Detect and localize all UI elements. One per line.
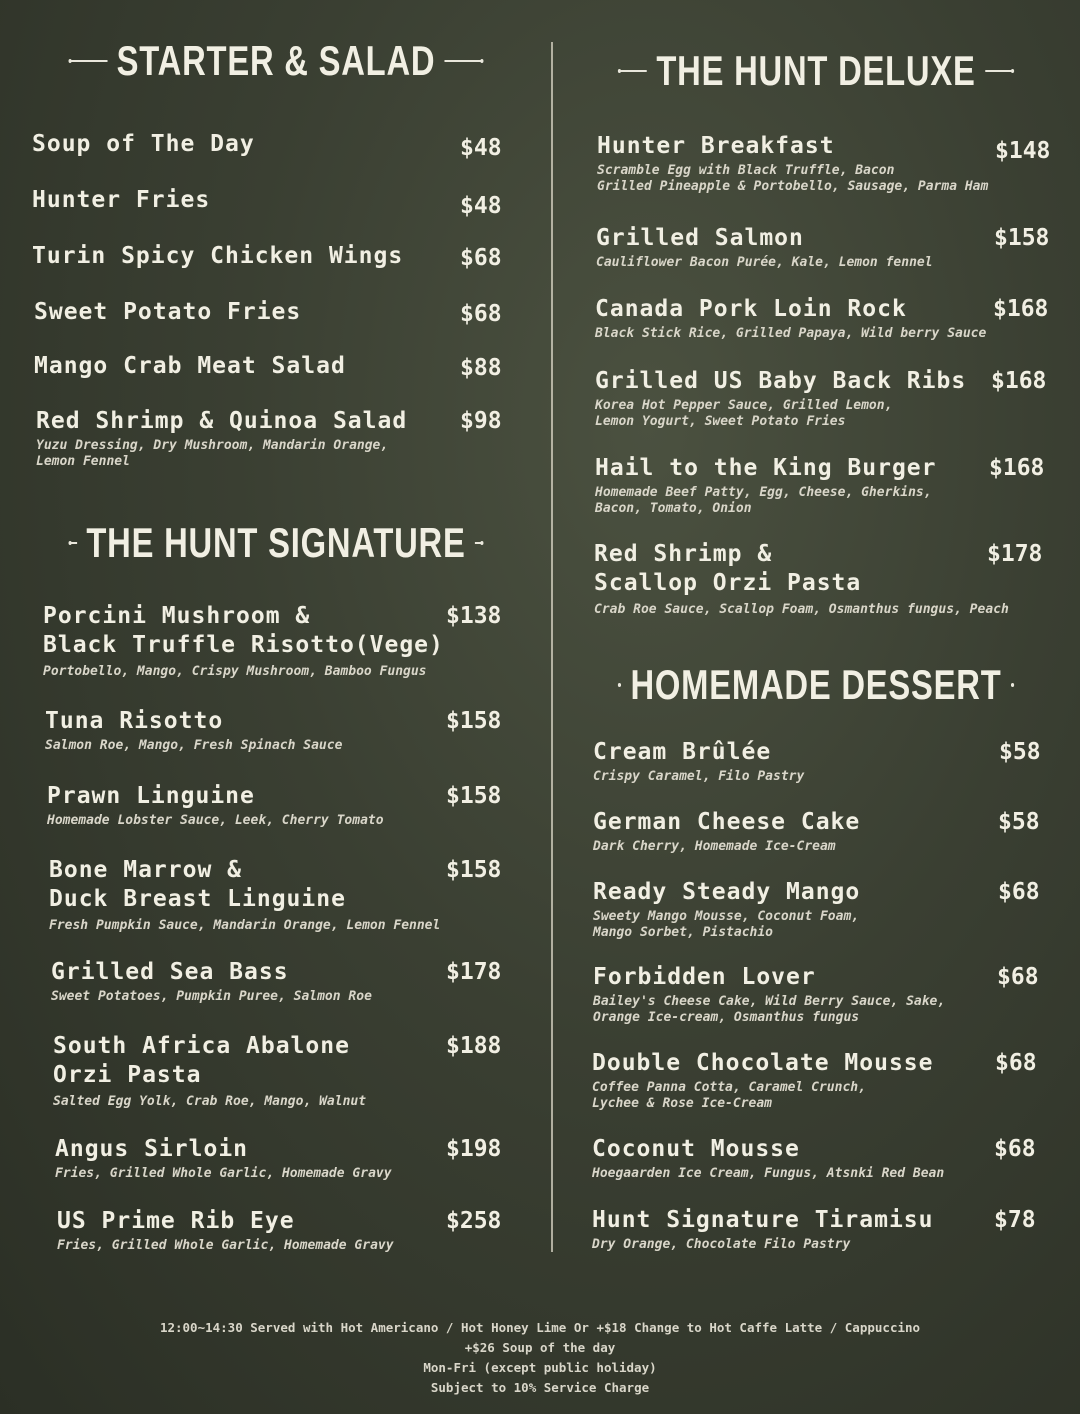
item-description: Hoegaarden Ice Cream, Fungus, Atsnki Red Bean [592, 1166, 945, 1181]
heading-rule-right [1011, 684, 1013, 686]
item-name: Grilled US Baby Back Ribs [595, 368, 967, 394]
item-price: $188 [446, 1033, 502, 1059]
item-name: Hunt Signature Tiramisu [592, 1207, 934, 1233]
item-name: Ready Steady Mango [593, 879, 861, 905]
heading-text: STARTER & SALAD [116, 37, 436, 84]
item-name: Forbidden Lover [593, 964, 816, 990]
item-price: $48 [460, 135, 502, 161]
menu-item-forbidden-lover [593, 963, 1063, 1026]
item-price: $48 [460, 193, 502, 219]
item-price: $158 [446, 857, 502, 883]
menu-item-red-shrimp-scallop-orzi [594, 540, 1064, 618]
item-name: South Africa Abalone [53, 1033, 350, 1059]
heading-rule-left [619, 70, 647, 72]
item-price: $178 [987, 541, 1043, 567]
menu-item-red-shrimp-quinoa-salad [36, 407, 516, 470]
menu-item-coconut-mousse [592, 1135, 1062, 1182]
item-name: Sweet Potato Fries [34, 299, 302, 325]
item-description: Fries, Grilled Whole Garlic, Homemade Gravy [57, 1238, 394, 1253]
item-description: Homemade Lobster Sauce, Leek, Cherry Tomato [47, 813, 384, 828]
item-price: $68 [998, 879, 1040, 905]
menu-item-prawn-linguine [47, 782, 517, 829]
item-name: Grilled Sea Bass [51, 959, 289, 985]
item-description: Salted Egg Yolk, Crab Roe, Mango, Walnut [53, 1094, 367, 1109]
item-price: $68 [994, 1136, 1036, 1162]
menu-item-turin-spicy-chicken-wings [32, 242, 512, 271]
menu-item-bone-marrow-duck-linguine [49, 856, 519, 934]
footer-notes [0, 1318, 1080, 1398]
item-name: Double Chocolate Mousse [592, 1050, 934, 1076]
item-name: Porcini Mushroom & [43, 603, 311, 629]
item-price: $78 [994, 1207, 1036, 1233]
heading-rule-left [619, 684, 621, 686]
item-description: Sweet Potatoes, Pumpkin Puree, Salmon Roe [51, 989, 372, 1004]
item-name: Coconut Mousse [592, 1136, 800, 1162]
item-description: Bailey's Cheese Cake, Wild Berry Sauce, Sake, [593, 994, 946, 1009]
item-name: Hunter Breakfast [597, 133, 835, 159]
item-name: Turin Spicy Chicken Wings [32, 243, 404, 269]
item-price: $148 [995, 138, 1051, 164]
item-description: Salmon Roe, Mango, Fresh Spinach Sauce [45, 738, 343, 753]
menu-item-canada-pork-loin-rock [595, 295, 1065, 342]
item-name: Canada Pork Loin Rock [595, 296, 907, 322]
menu-item-angus-sirloin [55, 1135, 525, 1182]
menu-item-soup-of-the-day [32, 130, 512, 159]
item-description: Dark Cherry, Homemade Ice-Cream [593, 839, 836, 854]
menu-item-tuna-risotto [45, 707, 515, 754]
item-description: Homemade Beef Patty, Egg, Cheese, Gherkins, [595, 485, 932, 500]
menu-item-hunter-fries [32, 186, 512, 219]
item-price: $158 [446, 783, 502, 809]
item-name: Red Shrimp & Quinoa Salad [36, 408, 408, 434]
item-name: Tuna Risotto [45, 708, 224, 734]
footer-line: +$26 Soup of the day [464, 1340, 616, 1355]
item-price: $138 [446, 603, 502, 629]
item-description: Portobello, Mango, Crispy Mushroom, Bamboo Fungus [43, 664, 427, 679]
item-price: $58 [998, 809, 1040, 835]
menu-item-hunt-signature-tiramisu [592, 1206, 1062, 1253]
column-divider [551, 42, 553, 1252]
item-description: Lemon Fennel [36, 454, 130, 469]
footer-line: 12:00~14:30 Served with Hot Americano / Hot Honey Lime Or +$18 Change to Hot Caffe Latte / Cappuccino [159, 1320, 921, 1335]
item-description: Lychee & Rose Ice-Cream [592, 1096, 773, 1111]
item-price: $158 [994, 225, 1050, 251]
menu-item-german-cheese-cake [593, 808, 1063, 855]
item-price: $68 [460, 301, 502, 327]
item-description: Coffee Panna Cotta, Caramel Crunch, [592, 1080, 866, 1095]
item-price: $198 [446, 1136, 502, 1162]
section-heading-starter [61, 36, 492, 86]
item-price: $168 [989, 455, 1045, 481]
item-name: Hunter Fries [32, 187, 211, 213]
section-heading-signature [61, 518, 492, 568]
item-description: Fresh Pumpkin Sauce, Mandarin Orange, Lemon Fennel [49, 918, 441, 933]
item-name: Prawn Linguine [47, 783, 255, 809]
item-description: Yuzu Dressing, Dry Mushroom, Mandarin Orange, [36, 438, 389, 453]
menu-item-south-africa-abalone [53, 1032, 523, 1110]
item-name: Cream Brûlée [593, 739, 772, 765]
item-name-line2: Black Truffle Risotto(Vege) [43, 632, 444, 658]
item-price: $68 [460, 245, 502, 271]
menu-item-us-prime-rib-eye [57, 1207, 527, 1254]
heading-rule-right [445, 60, 482, 62]
item-description: Sweety Mango Mousse, Coconut Foam, [593, 909, 860, 924]
item-name: Soup of The Day [32, 131, 255, 157]
section-heading-dessert [610, 660, 1022, 710]
item-price: $178 [446, 959, 502, 985]
heading-rule-left [70, 60, 107, 62]
item-name: Hail to the King Burger [595, 455, 937, 481]
menu-item-cream-brulee [593, 738, 1063, 785]
footer-line: Subject to 10% Service Charge [430, 1380, 650, 1395]
heading-rule-left [70, 542, 77, 544]
menu-item-hail-to-the-king-burger [595, 454, 1065, 517]
menu-item-grilled-us-baby-back-ribs [595, 367, 1065, 430]
menu-item-sweet-potato-fries [34, 298, 514, 327]
item-description: Orange Ice-cream, Osmanthus fungus [593, 1010, 860, 1025]
item-description: Mango Sorbet, Pistachio [593, 925, 774, 940]
item-price: $88 [460, 355, 502, 381]
menu-item-mango-crab-meat-salad [34, 352, 514, 381]
menu-item-double-chocolate-mousse [592, 1049, 1062, 1112]
menu-item-porcini-risotto [43, 602, 513, 680]
heading-rule-right [475, 542, 482, 544]
menu-item-grilled-salmon [596, 224, 1066, 271]
item-price: $68 [995, 1050, 1037, 1076]
item-description: Crab Roe Sauce, Scallop Foam, Osmanthus fungus, Peach [594, 602, 1009, 617]
menu-item-ready-steady-mango [593, 878, 1063, 941]
menu-item-grilled-sea-bass [51, 958, 521, 1005]
heading-text: THE HUNT DELUXE [656, 47, 976, 94]
item-price: $258 [446, 1208, 502, 1234]
item-price: $168 [993, 296, 1049, 322]
item-description: Lemon Yogurt, Sweet Potato Fries [595, 414, 846, 429]
item-name-line2: Orzi Pasta [53, 1062, 202, 1088]
item-description: Bacon, Tomato, Onion [595, 501, 752, 516]
item-name-line2: Duck Breast Linguine [49, 886, 346, 912]
item-description: Dry Orange, Chocolate Filo Pastry [592, 1237, 851, 1252]
footer-line: Mon-Fri (except public holiday) [423, 1360, 657, 1375]
item-name: Bone Marrow & [49, 857, 243, 883]
heading-rule-right [985, 70, 1013, 72]
menu-item-hunter-breakfast [597, 132, 1067, 195]
item-price: $158 [446, 708, 502, 734]
item-description: Crispy Caramel, Filo Pastry [593, 769, 805, 784]
item-price: $68 [997, 964, 1039, 990]
item-name: Grilled Salmon [596, 225, 804, 251]
item-name: US Prime Rib Eye [57, 1208, 295, 1234]
item-name: German Cheese Cake [593, 809, 861, 835]
item-price: $98 [460, 408, 502, 434]
item-name: Angus Sirloin [55, 1136, 249, 1162]
item-name-line2: Scallop Orzi Pasta [594, 570, 862, 596]
heading-text: HOMEMADE DESSERT [630, 661, 1002, 708]
section-heading-deluxe [610, 46, 1022, 96]
item-description: Korea Hot Pepper Sauce, Grilled Lemon, [595, 398, 893, 413]
item-description: Black Stick Rice, Grilled Papaya, Wild berry Sauce [595, 326, 987, 341]
item-price: $168 [991, 368, 1047, 394]
item-name: Red Shrimp & [594, 541, 773, 567]
heading-text: THE HUNT SIGNATURE [86, 519, 466, 566]
item-description: Cauliflower Bacon Purée, Kale, Lemon fennel [596, 255, 933, 270]
item-description: Fries, Grilled Whole Garlic, Homemade Gravy [55, 1166, 392, 1181]
item-description: Grilled Pineapple & Portobello, Sausage, Parma Ham [597, 179, 989, 194]
item-description: Scramble Egg with Black Truffle, Bacon [597, 163, 895, 178]
item-price: $58 [999, 739, 1041, 765]
item-name: Mango Crab Meat Salad [34, 353, 346, 379]
